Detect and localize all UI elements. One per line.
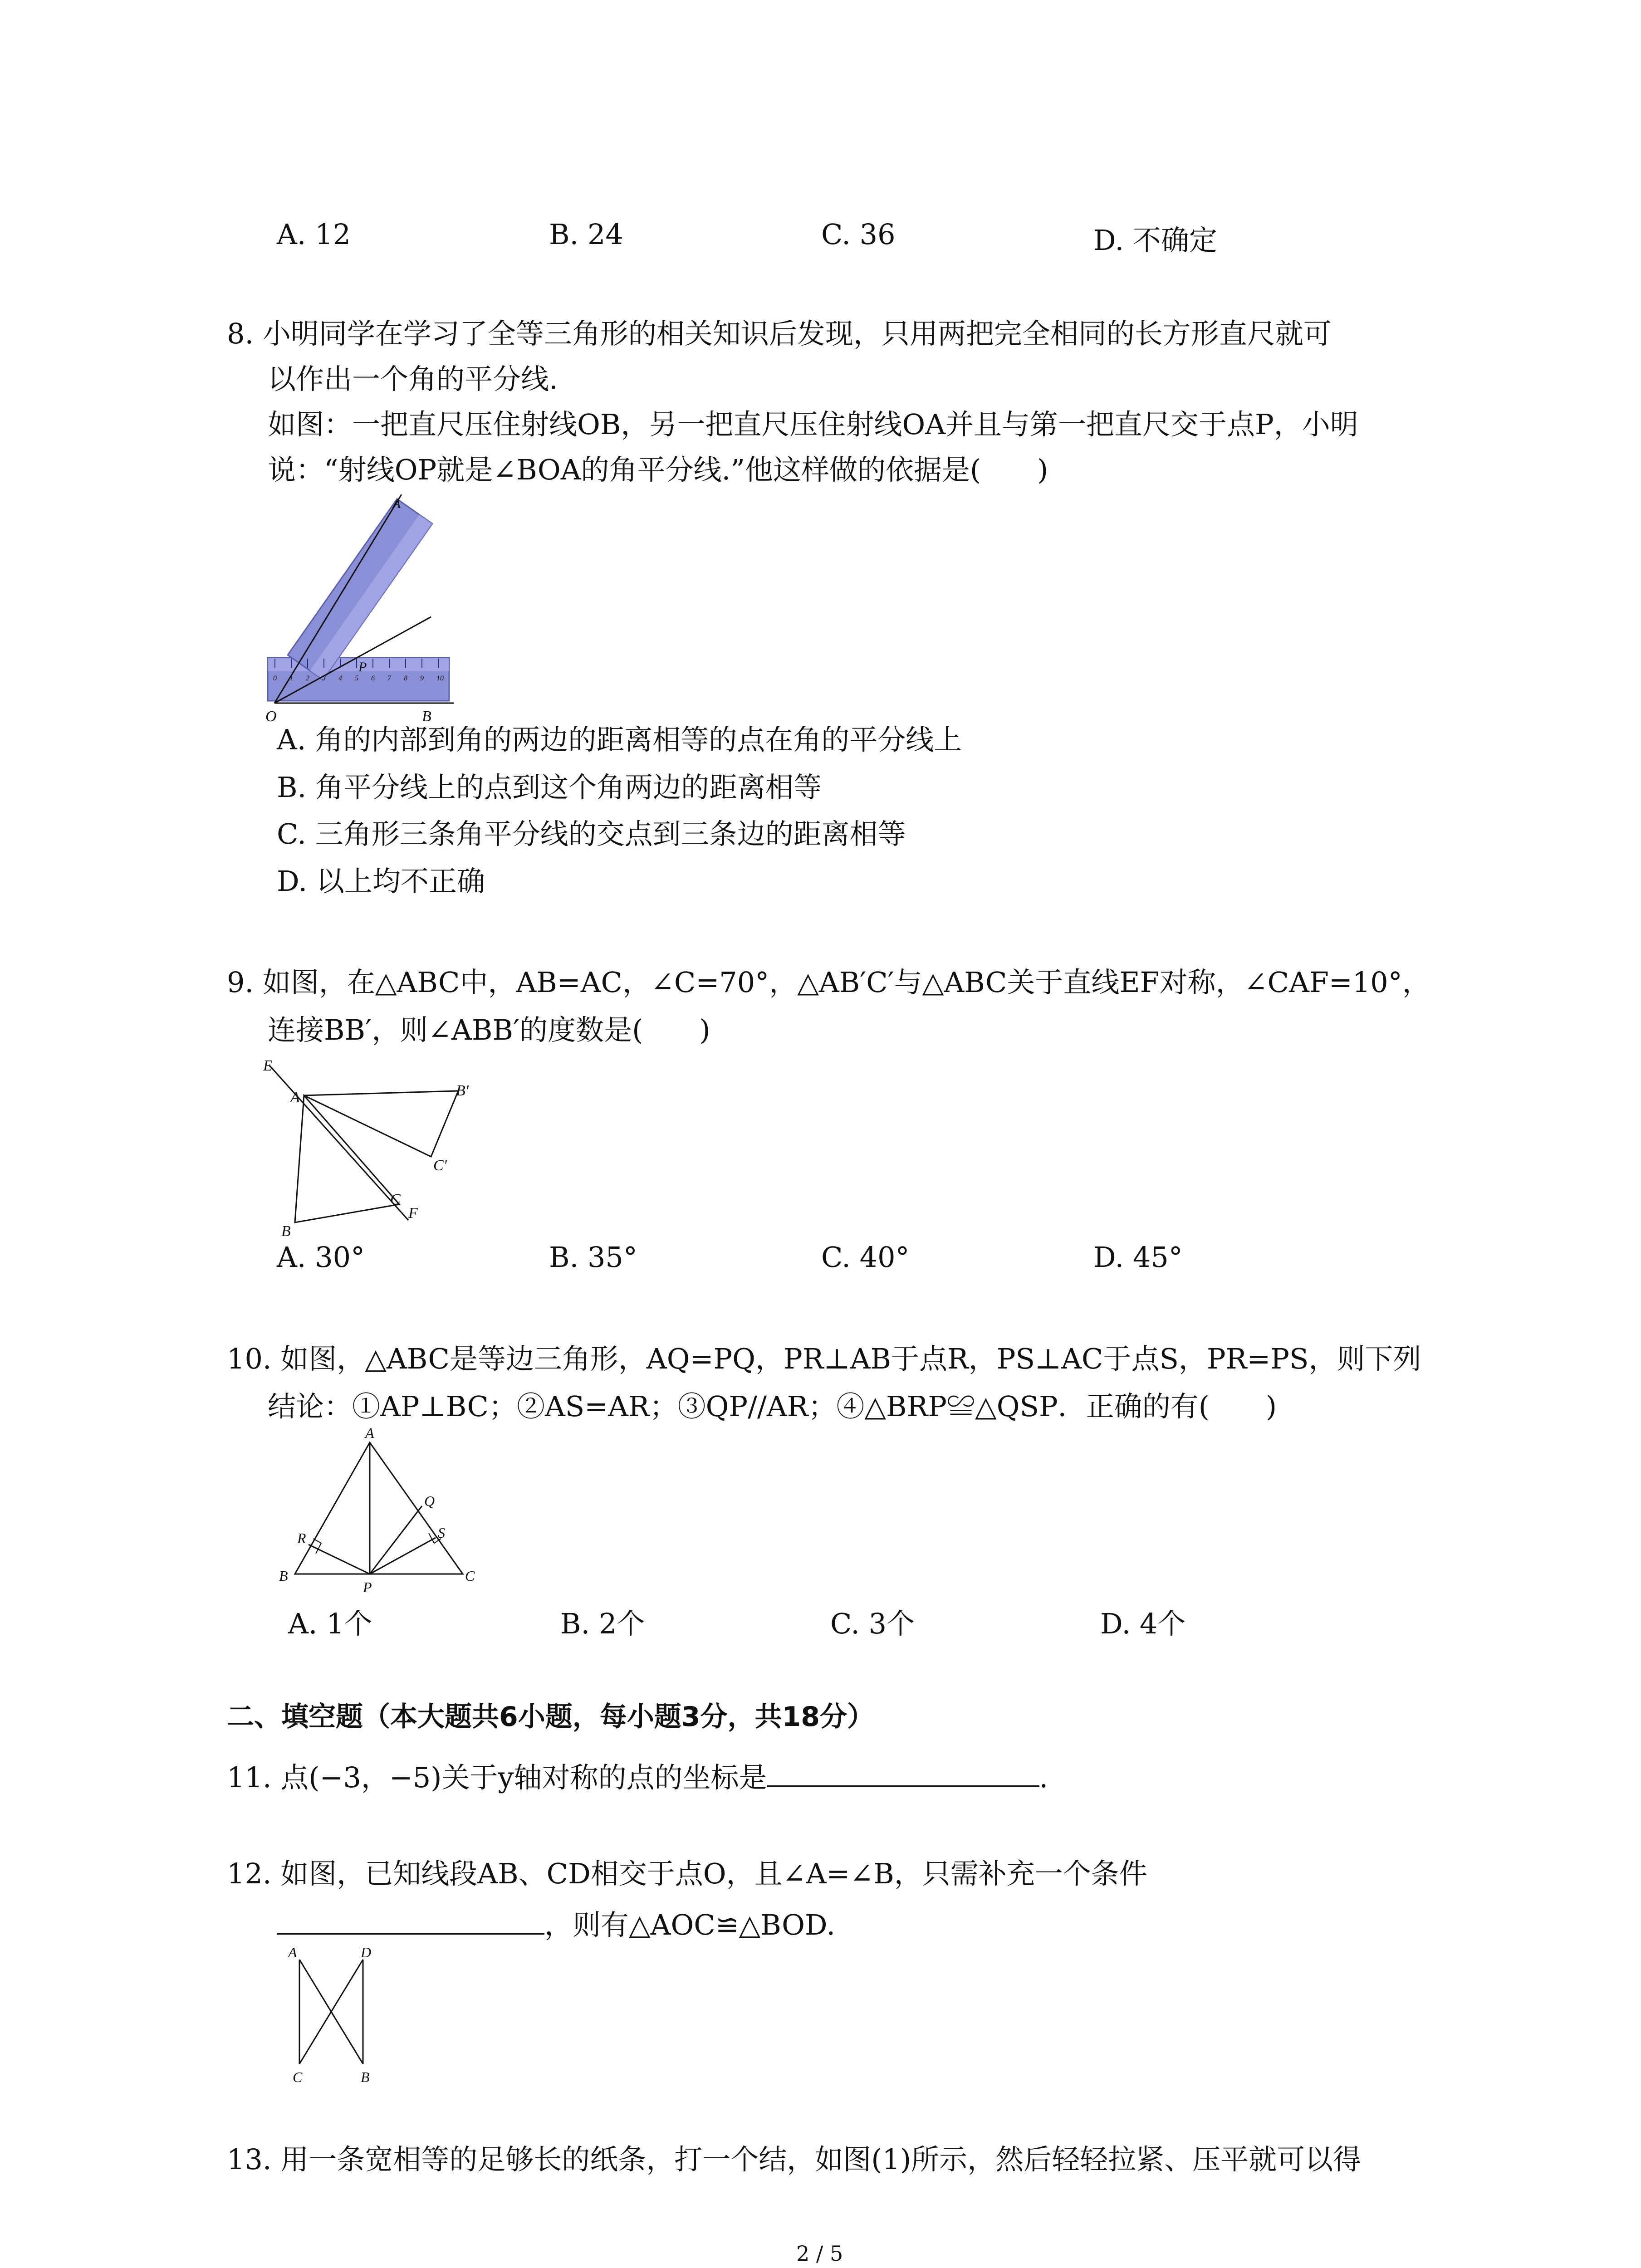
- q11-answer-blank[interactable]: [767, 1760, 1039, 1787]
- q8-option-d: D. 以上均不正确: [277, 865, 485, 898]
- q12-figure: [281, 1941, 390, 2091]
- label-d: D: [361, 1944, 372, 1960]
- q9-line-1: 9. 如图，在△ABC中，AB=AC，∠C=70°，△AB′C′与△ABC关于直线EF对称，∠CAF=10°，: [227, 966, 1430, 999]
- label-c: C: [465, 1568, 475, 1584]
- q7-option-b: B. 24: [549, 218, 623, 251]
- q9-triangle-figure: [263, 1057, 499, 1238]
- q10-option-c: C. 3个: [830, 1607, 915, 1640]
- q12-line-1: 12. 如图，已知线段AB、CD相交于点O，且∠A=∠B，只需补充一个条件: [227, 1857, 1147, 1890]
- q8-line-3: 如图：一把直尺压住射线OB，另一把直尺压住射线OA并且与第一把直尺交于点P，小明: [268, 408, 1358, 441]
- q9-option-d: D. 45°: [1093, 1241, 1183, 1274]
- q11-tail: .: [1039, 1761, 1048, 1794]
- q10-option-a: A. 1个: [288, 1607, 372, 1640]
- triangle-abc: [295, 1095, 399, 1222]
- label-b: B: [281, 1223, 291, 1238]
- page-number: 2 / 5: [796, 2241, 843, 2266]
- q9-line-2: 连接BB′，则∠ABB′的度数是( ): [268, 1013, 710, 1046]
- q8-option-c: C. 三角形三条角平分线的交点到三条边的距离相等: [277, 817, 906, 850]
- ruler-tick-label: 4: [338, 675, 342, 682]
- ruler-tick-label: 6: [371, 675, 375, 682]
- q10-triangle-figure: [272, 1424, 490, 1601]
- q8-ruler-figure: [263, 490, 481, 726]
- q8-line-4: 说：“射线OP就是∠BOA的角平分线.”他这样做的依据是( ): [268, 453, 1048, 486]
- ruler-tick-label: 5: [355, 675, 358, 682]
- q7-option-a: A. 12: [277, 218, 351, 251]
- q10-option-b: B. 2个: [560, 1607, 645, 1640]
- label-f: F: [408, 1205, 418, 1222]
- label-c: C: [293, 2069, 303, 2085]
- label-p: P: [363, 1579, 372, 1595]
- label-q: Q: [424, 1493, 435, 1509]
- q7-option-c: C. 36: [821, 218, 896, 251]
- label-a: A: [290, 1089, 300, 1106]
- q9-option-b: B. 35°: [549, 1241, 637, 1274]
- q12-line-2-text: ，则有△AOC≌△BOD.: [544, 1908, 836, 1941]
- q10-line-2: 结论：①AP⊥BC；②AS=AR；③QP//AR；④△BRP≌△QSP．正确的有( ): [268, 1390, 1277, 1423]
- ruler-tick-label: 2: [306, 675, 309, 682]
- q11-prompt: 11. 点(−3，−5)关于y轴对称的点的坐标是: [227, 1761, 767, 1794]
- label-s: S: [438, 1525, 445, 1541]
- q12-line-2: [277, 1907, 835, 1939]
- label-r: R: [297, 1530, 306, 1546]
- q8-option-b: B. 角平分线上的点到这个角两边的距离相等: [277, 771, 822, 804]
- segment-ps: [370, 1538, 436, 1574]
- ruler-tick-label: 1: [289, 675, 293, 682]
- q8-line-2: 以作出一个角的平分线.: [268, 362, 558, 396]
- label-a: A: [365, 1425, 374, 1441]
- label-a: A: [288, 1944, 297, 1960]
- label-b: B: [279, 1568, 288, 1584]
- label-a: A: [392, 496, 401, 511]
- label-b: B: [361, 2069, 370, 2085]
- ruler-tick-label: 0: [273, 675, 277, 682]
- q9-option-a: A. 30°: [277, 1241, 365, 1274]
- q10-option-d: D. 4个: [1100, 1607, 1186, 1640]
- q11-text: [227, 1760, 1048, 1792]
- label-b: B: [422, 708, 431, 725]
- q9-option-c: C. 40°: [821, 1241, 910, 1274]
- ruler-tick-label: 3: [322, 675, 326, 682]
- section-2-heading: 二、填空题（本大题共6小题，每小题3分，共18分）: [227, 1701, 874, 1733]
- ruler-tick-label: 10: [436, 675, 444, 682]
- ruler-tick-label: 8: [404, 675, 407, 682]
- q12-answer-blank[interactable]: [277, 1907, 544, 1935]
- q8-option-a: A. 角的内部到角的两边的距离相等的点在角的平分线上: [277, 723, 962, 756]
- triangle-ab1c1: [304, 1091, 458, 1157]
- triangle-abc: [295, 1442, 463, 1574]
- ruler-tick-label: 9: [420, 675, 424, 682]
- segment-pq: [370, 1506, 422, 1574]
- q10-line-1: 10. 如图，△ABC是等边三角形，AQ=PQ，PR⊥AB于点R，PS⊥AC于点S，PR=PS，则下列: [227, 1342, 1421, 1375]
- label-c-prime: C′: [433, 1157, 447, 1174]
- q8-line-1: 8. 小明同学在学习了全等三角形的相关知识后发现，只用两把完全相同的长方形直尺就可: [227, 317, 1332, 350]
- ruler-tick-label: 7: [387, 675, 391, 682]
- q13-line-1: 13. 用一条宽相等的足够长的纸条，打一个结，如图(1)所示，然后轻轻拉紧、压平就可以得: [227, 2143, 1362, 2176]
- label-p: P: [358, 660, 367, 675]
- label-o: O: [265, 708, 277, 725]
- q7-option-d: D. 不确定: [1093, 224, 1217, 257]
- tilted-ruler: [288, 499, 432, 680]
- label-b-prime: B′: [456, 1082, 469, 1099]
- label-e: E: [263, 1057, 273, 1074]
- label-c: C: [390, 1191, 401, 1208]
